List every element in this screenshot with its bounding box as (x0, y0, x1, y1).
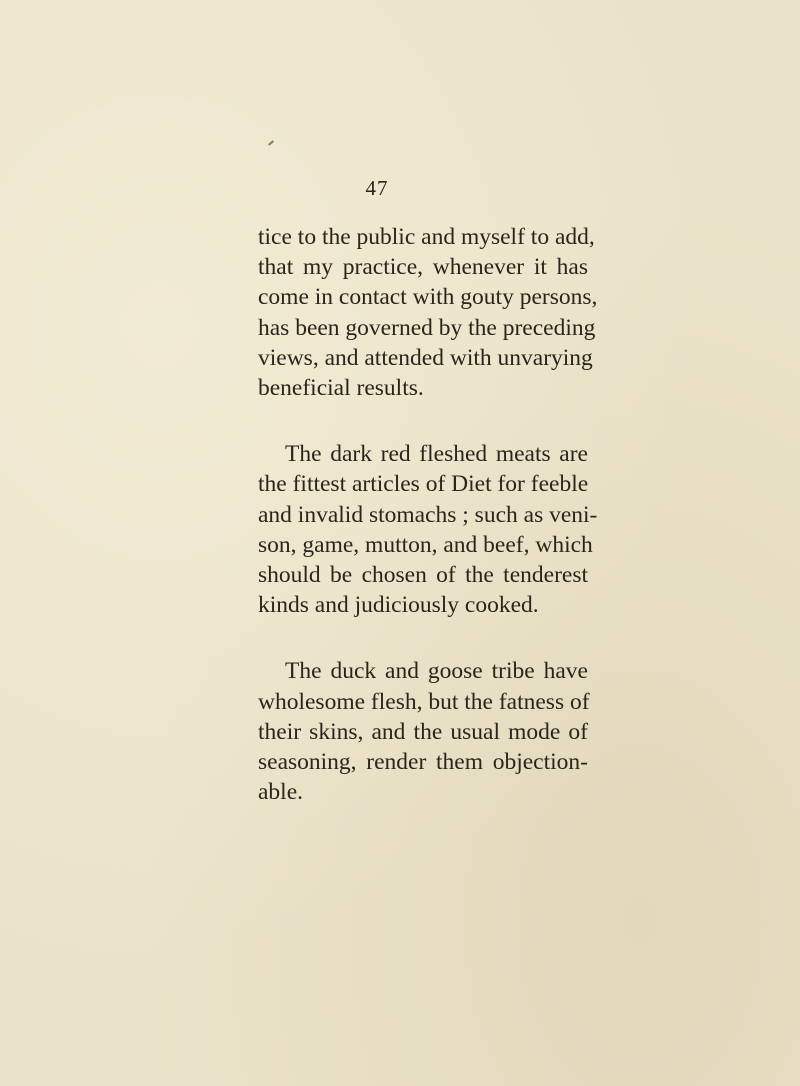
paragraph-2 (258, 439, 598, 620)
text-line: kinds and judiciously cooked. (258, 592, 539, 619)
text-line: tice to the public and myself to add, (258, 224, 595, 250)
text-line: and invalid stomachs ; such as veni- (258, 501, 598, 528)
text-line: has been governed by the preceding (258, 314, 596, 341)
text-block (258, 222, 598, 807)
text-line: that my practice, whenever it has (258, 254, 588, 281)
text-line: able. (258, 779, 304, 806)
paragraph-3 (258, 656, 588, 807)
text-line: views, and attended with unvarying (258, 344, 593, 371)
text-line: son, game, mutton, and beef, which (258, 531, 593, 558)
text-line: The dark red fleshed meats are (285, 441, 588, 468)
page-number: 47 (365, 176, 389, 200)
text-line: The duck and goose tribe have (285, 658, 588, 685)
text-line: the fittest articles of Diet for feeble (258, 471, 589, 498)
paragraph-1 (258, 222, 598, 403)
ink-mark (268, 140, 274, 145)
text-line: wholesome flesh, but the fatness of (258, 688, 590, 715)
text-line: beneficial results. (258, 375, 424, 402)
text-line: their skins, and the usual mode of (258, 718, 588, 745)
text-line: seasoning, render them objection- (258, 749, 588, 776)
text-line: come in contact with gouty persons, (258, 284, 598, 311)
text-line: should be chosen of the tenderest (258, 562, 588, 589)
